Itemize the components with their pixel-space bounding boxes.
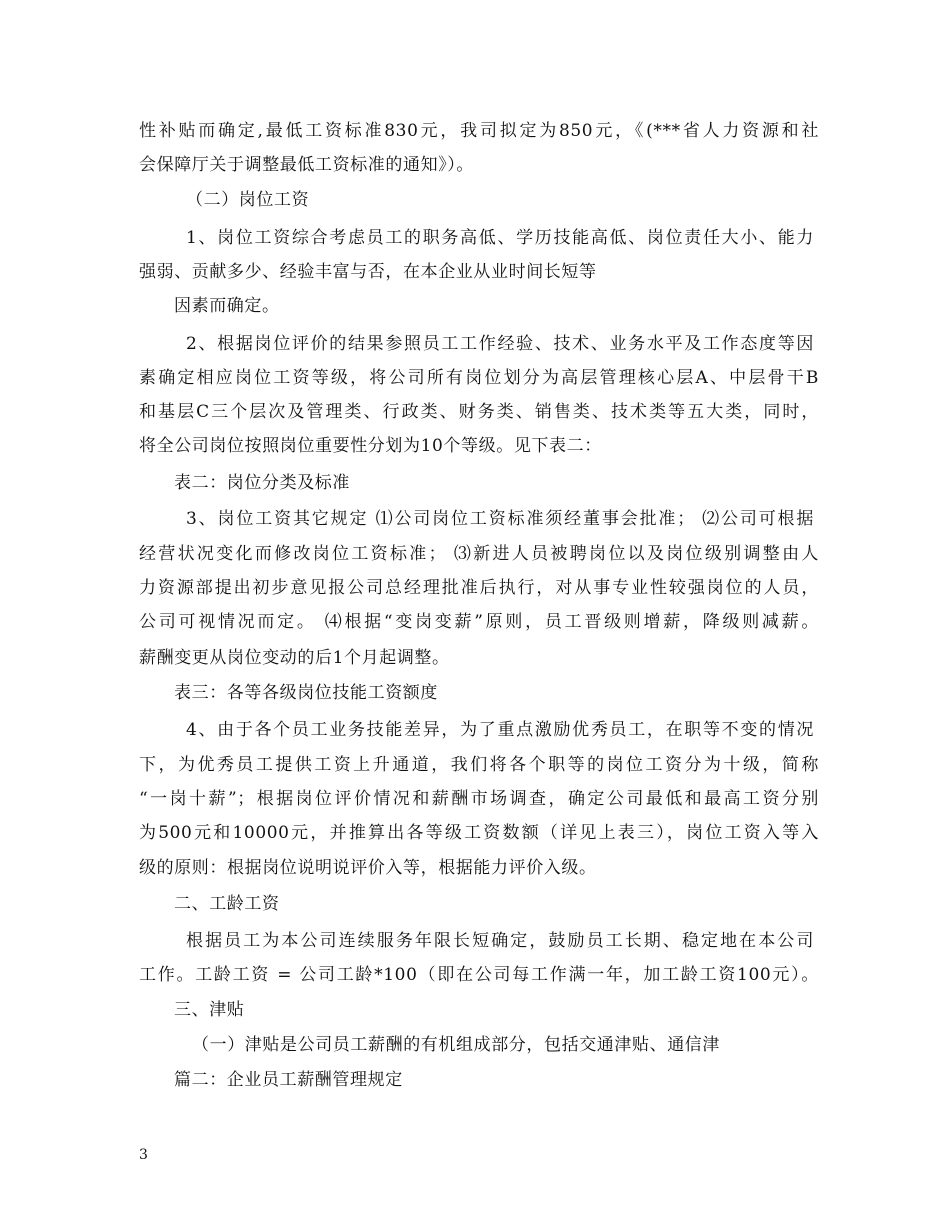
section-heading: （二）岗位工资 bbox=[186, 190, 310, 210]
body-text-line: “一岗十薪”；根据岗位评价情况和薪酬市场调查，确定公司最低和最高工资分别 bbox=[139, 789, 819, 809]
table-caption: 表三：各等各级岗位技能工资额度 bbox=[174, 683, 438, 703]
body-text-line: 性补贴而确定,最低工资标准830元，我司拟定为850元，《(***省人力资源和社 bbox=[139, 121, 819, 141]
body-text-line: 强弱、贡献多少、经验丰富与否，在本企业从业时间长短等 bbox=[139, 262, 597, 282]
body-text-line: 力资源部提出初步意见报公司总经理批准后执行，对从事专业性较强岗位的人员， bbox=[139, 578, 819, 598]
body-text-line: 3、岗位工资其它规定 ⑴公司岗位工资标准须经董事会批准； ⑵公司可根据 bbox=[186, 509, 814, 529]
body-text-line: 4、由于各个员工业务技能差异，为了重点激励优秀员工，在职等不变的情况 bbox=[186, 720, 814, 740]
section-heading: 三、津贴 bbox=[174, 1000, 245, 1020]
body-text-line: 素确定相应岗位工资等级，将公司所有岗位划分为高层管理核心层A、中层骨干B bbox=[139, 368, 819, 388]
section-heading: 二、工龄工资 bbox=[174, 894, 280, 914]
body-text-line: 根据员工为本公司连续服务年限长短确定，鼓励员工长期、稳定地在本公司 bbox=[186, 931, 814, 951]
body-text-line: 为500元和10000元，并推算出各等级工资数额（详见上表三），岗位工资入等入 bbox=[139, 823, 819, 843]
body-text-line: 1、岗位工资综合考虑员工的职务高低、学历技能高低、岗位责任大小、能力 bbox=[186, 228, 814, 248]
body-text-line: 会保障厅关于调整最低工资标准的通知》）。 bbox=[139, 155, 474, 175]
body-text-line: 薪酬变更从岗位变动的后1个月起调整。 bbox=[139, 648, 450, 668]
body-text-line: 下，为优秀员工提供工资上升通道，我们将各个职等的岗位工资分为十级，简称 bbox=[139, 755, 819, 775]
table-caption: 表二：岗位分类及标准 bbox=[174, 473, 350, 493]
body-text-line: 公司可视情况而定。 ⑷根据“变岗变薪”原则，员工晋级则增薪，降级则减薪。 bbox=[139, 612, 819, 632]
body-text-line: 和基层C三个层次及管理类、行政类、财务类、销售类、技术类等五大类，同时， bbox=[139, 402, 819, 422]
section-heading: 篇二：企业员工薪酬管理规定 bbox=[174, 1070, 403, 1090]
body-text-line: 2、根据岗位评价的结果参照员工工作经验、技术、业务水平及工作态度等因 bbox=[186, 334, 814, 354]
body-text-line: 工作。工龄工资 = 公司工龄*100（即在公司每工作满一年，加工龄工资100元）。 bbox=[139, 965, 819, 985]
body-text-line: 级的原则：根据岗位说明说评价入等，根据能力评价入级。 bbox=[139, 858, 597, 878]
body-text-line: 将全公司岗位按照岗位重要性分划为10个等级。见下表二： bbox=[139, 436, 602, 456]
body-text-line: 经营状况变化而修改岗位工资标准； ⑶新进人员被聘岗位以及岗位级别调整由人 bbox=[139, 544, 819, 564]
page-number: 3 bbox=[139, 1147, 148, 1163]
body-text-line: （一）津贴是公司员工薪酬的有机组成部分，包括交通津贴、通信津 bbox=[192, 1035, 720, 1055]
body-text-line: 因素而确定。 bbox=[174, 296, 280, 316]
